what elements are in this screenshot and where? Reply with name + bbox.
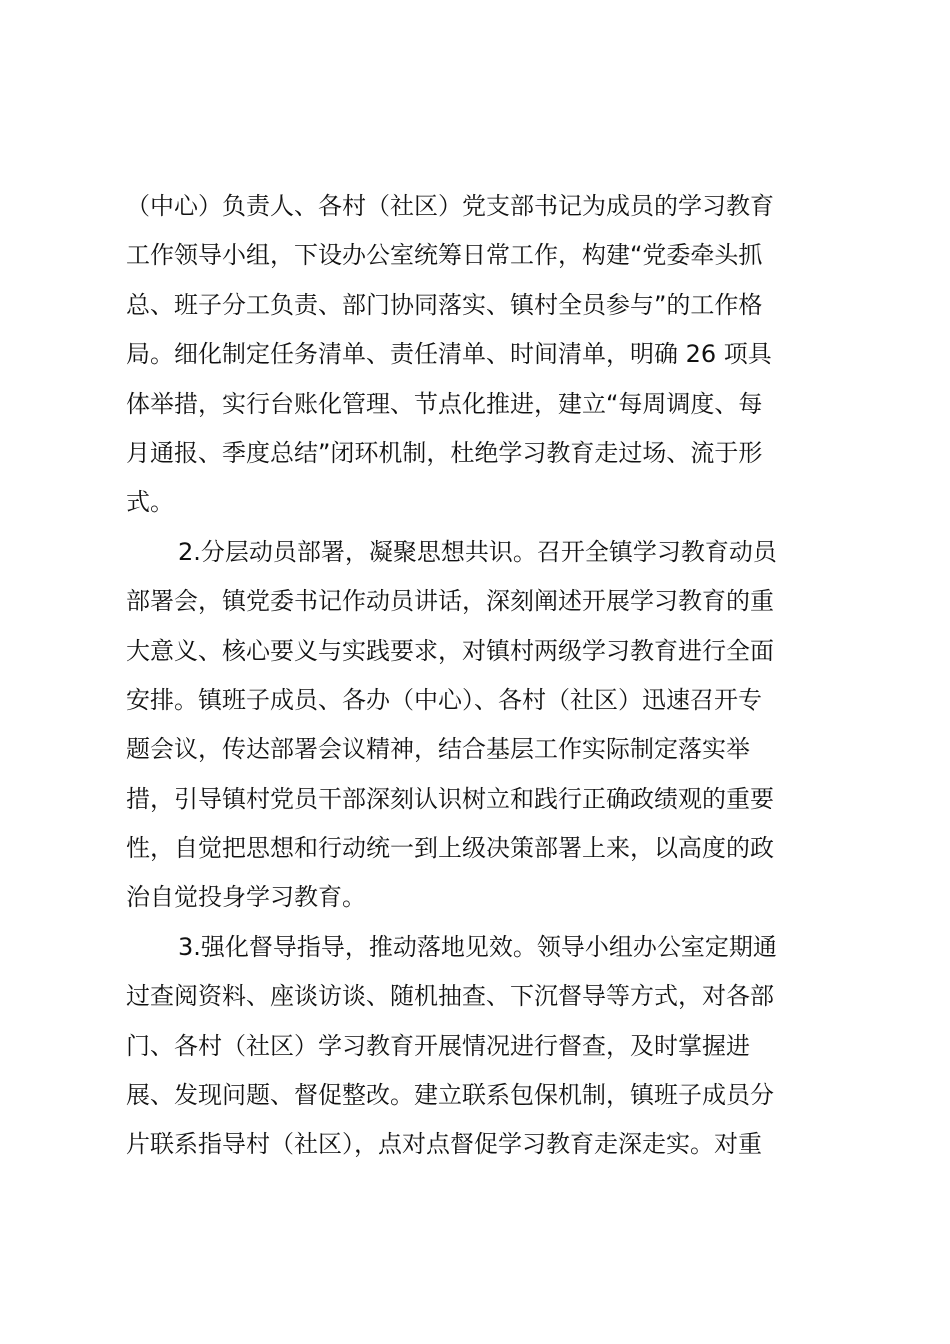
text-line: 题会议，传达部署会议精神，结合基层工作实际制定落实举: [126, 735, 750, 764]
paragraph-2: [126, 528, 836, 923]
paragraph-1: [126, 182, 836, 528]
body-text: [126, 182, 836, 1170]
text-line: 安排。镇班子成员、各办（中心）、各村（社区）迅速召开专: [126, 685, 762, 714]
text-line: 片联系指导村（社区），点对点督促学习教育走深走实。对重: [126, 1130, 762, 1159]
text-line: 3.强化督导指导，推动落地见效。领导小组办公室定期通: [178, 932, 777, 961]
text-line: （中心）负责人、各村（社区）党支部书记为成员的学习教育: [126, 192, 774, 220]
text-line: 性，自觉把思想和行动统一到上级决策部署上来，以高度的政: [126, 834, 774, 863]
text-line: 局。细化制定任务清单、责任清单、时间清单，明确 26 项具: [126, 340, 772, 369]
paragraph-3: [126, 923, 836, 1170]
text-line: 展、发现问题、督促整改。建立联系包保机制，镇班子成员分: [126, 1081, 774, 1110]
text-line: 部署会，镇党委书记作动员讲话，深刻阐述开展学习教育的重: [126, 587, 774, 616]
text-line: 治自觉投身学习教育。: [126, 883, 366, 912]
text-line: 过查阅资料、座谈访谈、随机抽查、下沉督导等方式，对各部: [126, 982, 774, 1011]
text-line: 措，引导镇村党员干部深刻认识树立和践行正确政绩观的重要: [126, 784, 774, 813]
text-line: 体举措，实行台账化管理、节点化推进，建立“每周调度、每: [126, 389, 763, 418]
text-line: 2.分层动员部署，凝聚思想共识。召开全镇学习教育动员: [178, 537, 777, 566]
text-line: 大意义、核心要义与实践要求，对镇村两级学习教育进行全面: [126, 636, 774, 665]
text-line: 总、班子分工负责、部门协同落实、镇村全员参与”的工作格: [126, 290, 763, 319]
text-line: 工作领导小组，下设办公室统筹日常工作，构建“党委牵头抓: [126, 241, 763, 270]
text-line: 式。: [126, 488, 174, 517]
text-line: 月通报、季度总结”闭环机制，杜绝学习教育走过场、流于形: [126, 438, 763, 467]
text-line: 门、各村（社区）学习教育开展情况进行督查，及时掌握进: [126, 1031, 750, 1060]
